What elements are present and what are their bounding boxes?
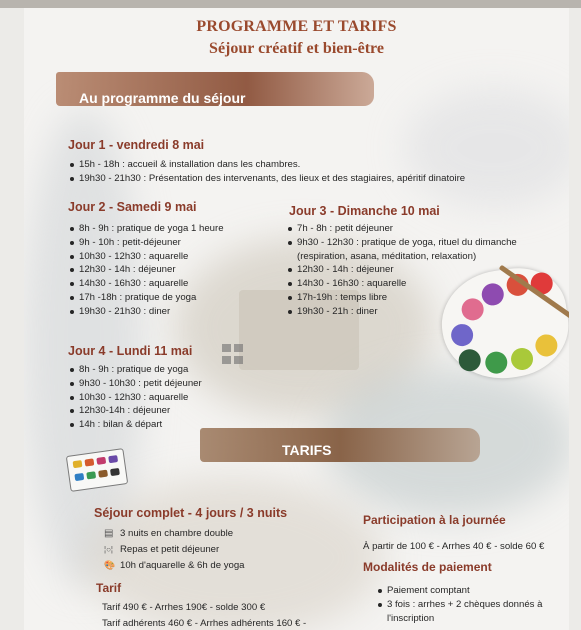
day4-list (68, 363, 202, 432)
list-item-continuation: (respiration, asana, méditation, relaxation) (297, 250, 477, 262)
list-item: 12h30-14h : déjeuner (68, 404, 202, 418)
top-bar (0, 0, 581, 8)
list-item: 7h - 8h : petit déjeuner (286, 222, 517, 236)
day4-title: Jour 4 - Lundi 11 mai (68, 344, 193, 358)
list-item: 14h : bilan & départ (68, 418, 202, 432)
page-title: PROGRAMME ET TARIFS (196, 18, 397, 35)
utensils-icon: ¦○¦ (104, 545, 113, 554)
list-item: 8h - 9h : pratique de yoga 1 heure (68, 222, 224, 236)
feature-text: Repas et petit déjeuner (120, 544, 220, 555)
feature-classes (104, 560, 245, 571)
journee-title: Participation à la journée (363, 513, 506, 527)
list-item: 8h - 9h : pratique de yoga (68, 363, 202, 377)
list-item: 10h30 - 12h30 : aquarelle (68, 391, 202, 405)
tarif-title: Tarif (96, 581, 122, 595)
tarif-line: Tarif 490 € - Arrhes 190€ - solde 300 € (102, 602, 266, 613)
tarifs-banner-label: TARIFS (282, 442, 332, 458)
feature-text: 10h d'aquarelle & 6h de yoga (120, 560, 245, 571)
list-item: 3 fois : arrhes + 2 chèques donnés à (376, 598, 542, 612)
paint-yellow (534, 333, 559, 358)
list-item: 14h30 - 16h30 : aquarelle (286, 277, 517, 291)
list-item: 17h -18h : pratique de yoga (68, 291, 224, 305)
list-item: 9h - 10h : petit-déjeuner (68, 236, 224, 250)
feature-nights (104, 528, 233, 539)
brochure-page (24, 8, 569, 630)
paint-purple (480, 282, 505, 307)
paint-green (484, 350, 509, 375)
paiement-list (376, 584, 542, 625)
page-subtitle: Séjour créatif et bien-être (209, 40, 384, 57)
paint-lime (510, 347, 535, 372)
day2-list (68, 222, 224, 319)
feature-meals (104, 544, 219, 555)
list-item: 14h30 - 16h30 : aquarelle (68, 277, 224, 291)
palette-icon: 🎨 (104, 560, 116, 570)
watercolor-box-icon (68, 444, 126, 490)
list-item-continuation: l'inscription (387, 612, 435, 624)
list-item: 9h30 - 10h30 : petit déjeuner (68, 377, 202, 391)
watercolor-wash (404, 88, 569, 208)
tarifs-banner (200, 428, 480, 462)
list-item: 10h30 - 12h30 : aquarelle (68, 250, 224, 264)
paiement-title: Modalités de paiement (363, 560, 492, 574)
paint-violet (450, 323, 475, 348)
day1-list (68, 158, 465, 186)
list-item: 9h30 - 12h30 : pratique de yoga, rituel du dimanche (286, 236, 517, 250)
list-item: Paiement comptant (376, 584, 542, 598)
feature-text: 3 nuits en chambre double (120, 528, 234, 539)
list-item: 17h-19h : temps libre (286, 291, 517, 305)
list-item: 12h30 - 14h : déjeuner (286, 263, 517, 277)
day2-title: Jour 2 - Samedi 9 mai (68, 200, 197, 214)
list-item: 12h30 - 14h : déjeuner (68, 263, 224, 277)
day3-title: Jour 3 - Dimanche 10 mai (289, 204, 440, 218)
sejour-complet-title: Séjour complet - 4 jours / 3 nuits (94, 506, 288, 520)
list-item: 19h30 - 21h30 : Présentation des intervenants, des lieux et des stagiaires, apéritif dinatoire (68, 172, 465, 186)
list-item: 19h30 - 21h30 : diner (68, 305, 224, 319)
paint-pink (460, 297, 485, 322)
day1-title: Jour 1 - vendredi 8 mai (68, 138, 205, 152)
bed-icon: ▤ (104, 528, 114, 539)
journee-price: À partir de 100 € - Arrhes 40 € - solde 60 € (363, 541, 545, 552)
watercolor-window (222, 344, 246, 370)
programme-banner-label: Au programme du séjour (79, 90, 246, 106)
tarif-line: Tarif adhérents 460 € - Arrhes adhérents 160 € - (102, 618, 307, 629)
list-item: 15h - 18h : accueil & installation dans les chambres. (68, 158, 465, 172)
list-item: 19h30 - 21h : diner (286, 305, 517, 319)
